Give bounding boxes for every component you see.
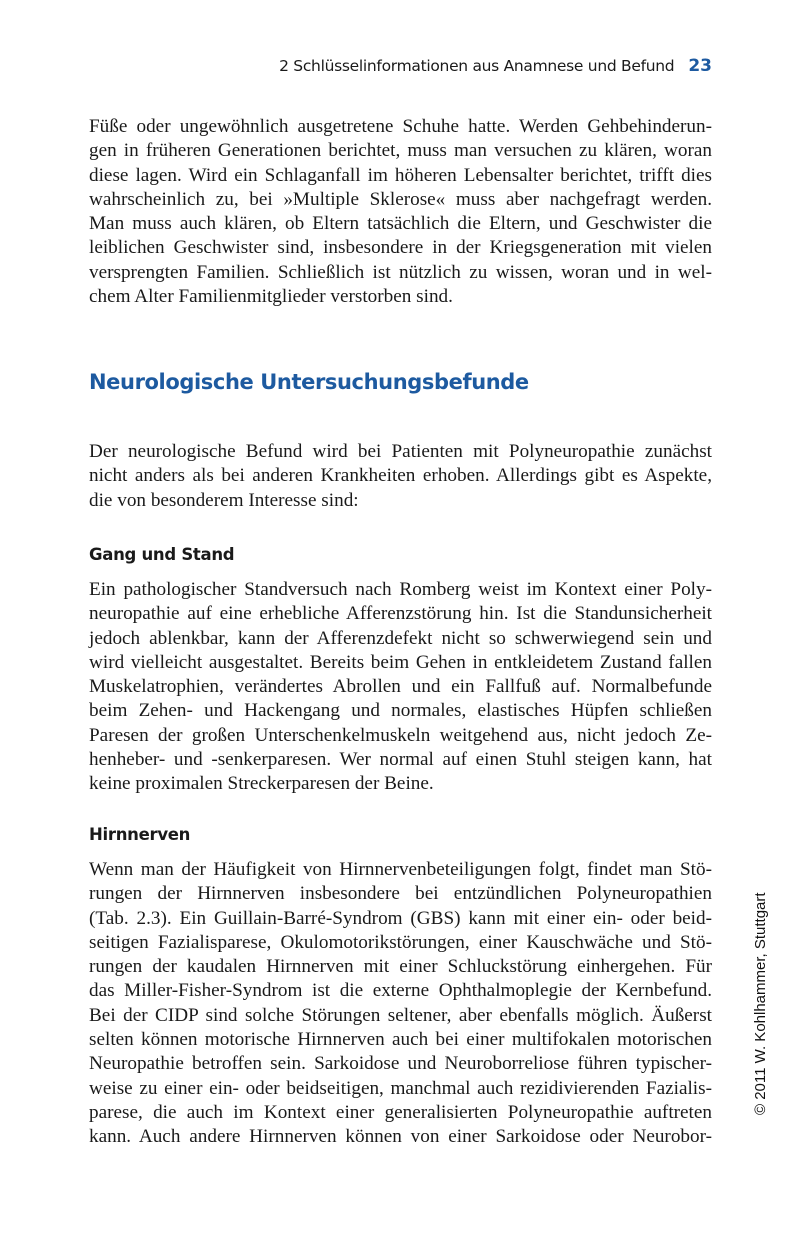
text-line: selten können motorische Hirnnerven auch bei einer multifokalen motorischen (89, 1029, 712, 1051)
section-intro (89, 440, 712, 513)
text-line: Bei der CIDP sind solche Störungen seltener, aber ebenfalls möglich. Äußerst (89, 1004, 712, 1026)
text-line: Neuropathie betroffen sein. Sarkoidose und Neuroborreliose führen typischer- (89, 1053, 712, 1075)
text-line: jedoch ablenkbar, kann der Afferenzdefekt nicht so schwerwiegend sein und (89, 627, 712, 649)
text-line: Paresen der großen Unterschenkelmuskeln weitgehend aus, nicht jedoch Ze- (89, 724, 712, 746)
text-line: rungen der kaudalen Hirnnerven mit einer Schluckstörung einhergehen. Für (89, 956, 712, 978)
running-head (279, 56, 712, 76)
text-line: Wenn man der Häufigkeit von Hirnnervenbeteiligungen folgt, findet man Stö- (89, 859, 712, 880)
copyright-notice: © 2011 W. Kohlhammer, Stuttgart (752, 892, 769, 1115)
text-line: Ein pathologischer Standversuch nach Romberg weist im Kontext einer Poly- (89, 579, 712, 600)
text-line: keine proximalen Streckerparesen der Beine. (89, 773, 434, 795)
text-line: diese lagen. Wird ein Schlaganfall im höheren Lebensalter berichtet, trifft dies (89, 164, 712, 186)
section-heading: Neurologische Untersuchungsbefunde (89, 370, 529, 394)
text-line: chem Alter Familienmitglieder verstorben sind. (89, 286, 453, 308)
text-line: wird vielleicht ausgestaltet. Bereits beim Gehen in entkleidetem Zustand fallen (89, 651, 712, 673)
text-line: Man muss auch klären, ob Eltern tatsächlich die Eltern, und Geschwister die (89, 213, 712, 235)
paragraph-hirnnerven (89, 858, 712, 1150)
text-line: Der neurologische Befund wird bei Patienten mit Polyneuropathie zunächst (89, 441, 712, 462)
text-line: die von besonderem Interesse sind: (89, 489, 359, 511)
text-line: wahrscheinlich zu, bei »Multiple Sklerose« muss aber nachgefragt werden. (89, 188, 712, 210)
text-line: weise zu einer ein- oder beidseitigen, manchmal auch rezidivierenden Fazialis- (89, 1077, 712, 1099)
paragraph-gang-und-stand (89, 578, 712, 797)
chapter-title: 2 Schlüsselinformationen aus Anamnese und Befund (279, 57, 675, 75)
text-line: seitigen Fazialisparese, Okulomotorikstörungen, einer Kauschwäche und Stö- (89, 931, 712, 953)
text-line: Muskelatrophien, verändertes Abrollen und ein Fallfuß auf. Normalbefunde (89, 676, 712, 698)
paragraph-continuation (89, 115, 712, 309)
text-line: kann. Auch andere Hirnnerven können von einer Sarkoidose oder Neurobor- (89, 1126, 712, 1148)
text-line: rungen der Hirnnerven insbesondere bei entzündlichen Polyneuropathien (89, 883, 712, 905)
subheading-hirnnerven: Hirnnerven (89, 825, 191, 844)
text-line: (Tab. 2.3). Ein Guillain-Barré-Syndrom (GBS) kann mit einer ein- oder beid- (89, 907, 712, 929)
text-line: das Miller-Fisher-Syndrom ist die externe Ophthalmoplegie der Kernbefund. (89, 980, 712, 1002)
text-line: beim Zehen- und Hackengang und normales, elastisches Hüpfen schließen (89, 700, 712, 722)
text-line: leiblichen Geschwister sind, insbesondere in der Kriegsgeneration mit vielen (89, 237, 712, 259)
text-line: gen in früheren Generationen berichtet, muss man versuchen zu klären, woran (89, 140, 712, 162)
page-number: 23 (688, 56, 712, 76)
text-line: versprengten Familien. Schließlich ist nützlich zu wissen, woran und in wel- (89, 261, 712, 283)
text-line: nicht anders als bei anderen Krankheiten erhoben. Allerdings gibt es Aspekte, (89, 465, 712, 487)
text-line: neuropathie auf eine erhebliche Afferenzstörung hin. Ist die Standunsicherheit (89, 603, 712, 625)
text-line: Füße oder ungewöhnlich ausgetretene Schuhe hatte. Werden Gehbehinderun- (89, 116, 712, 137)
subheading-gang-und-stand: Gang und Stand (89, 545, 235, 564)
text-line: henheber- und -senkerparesen. Wer normal auf einen Stuhl steigen kann, hat (89, 749, 712, 771)
text-line: parese, die auch im Kontext einer generalisierten Polyneuropathie auftreten (89, 1101, 712, 1123)
